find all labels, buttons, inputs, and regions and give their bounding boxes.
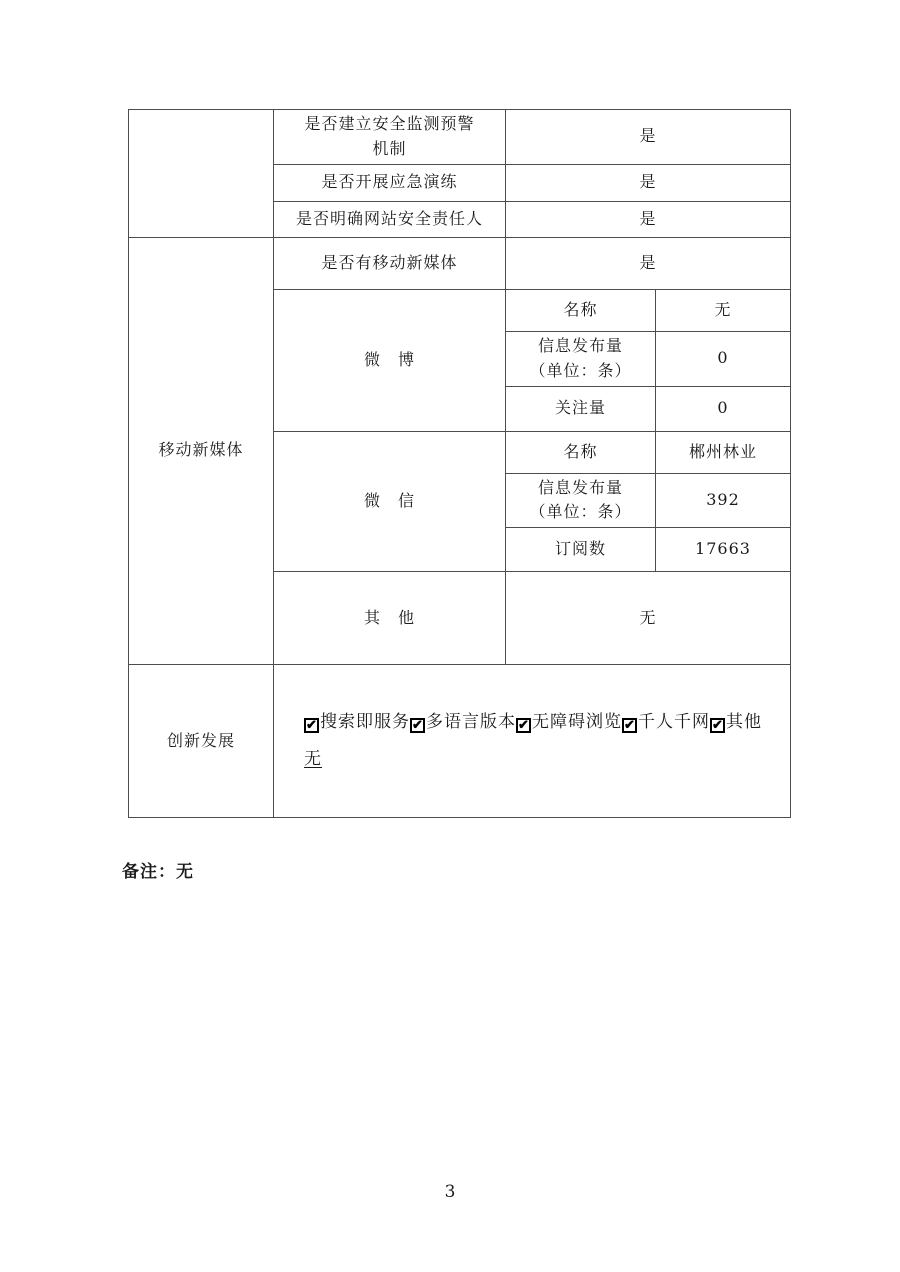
innovation-option-label: 搜索即服务 [320, 711, 410, 732]
innovation-option-label: 千人千网 [638, 711, 710, 732]
page-number: 3 [444, 1182, 456, 1202]
security-monitor-value: 是 [506, 110, 791, 165]
checkbox-checked-icon: ✔ [410, 718, 425, 733]
innovation-other-line [304, 741, 782, 778]
wechat-posts-value: 392 [656, 473, 791, 528]
has-mobile-media-label: 是否有移动新媒体 [274, 237, 506, 289]
section-cell-innovation: 创新发展 [129, 665, 274, 818]
checkbox-checked-icon: ✔ [304, 718, 319, 733]
weibo-followers-label: 关注量 [506, 386, 656, 431]
weibo-posts-value: 0 [656, 331, 791, 386]
table-row [129, 110, 791, 165]
weibo-label: 微 博 [274, 289, 506, 431]
section-cell-empty [129, 110, 274, 238]
other-media-value: 无 [506, 572, 791, 665]
innovation-option-label: 多语言版本 [426, 711, 516, 732]
other-media-label: 其 他 [274, 572, 506, 665]
wechat-name-value: 郴州林业 [656, 431, 791, 473]
security-monitor-label: 是否建立安全监测预警机制 [274, 110, 506, 165]
weibo-name-label: 名称 [506, 289, 656, 331]
note-value: 无 [176, 862, 194, 882]
innovation-options-line [304, 704, 782, 741]
weibo-posts-label: 信息发布量 （单位：条） [506, 331, 656, 386]
annual-report-table [128, 109, 791, 818]
checkbox-checked-icon: ✔ [622, 718, 637, 733]
innovation-option-label: 无障碍浏览 [532, 711, 622, 732]
wechat-subscribers-label: 订阅数 [506, 528, 656, 572]
checkbox-checked-icon: ✔ [710, 718, 725, 733]
weibo-name-value: 无 [656, 289, 791, 331]
wechat-label: 微 信 [274, 431, 506, 572]
note-label: 备注： [122, 862, 176, 882]
note-line [122, 857, 194, 882]
innovation-other-value: 无 [304, 749, 322, 770]
security-officer-label: 是否明确网站安全责任人 [274, 201, 506, 237]
emergency-drill-value: 是 [506, 164, 791, 201]
emergency-drill-label: 是否开展应急演练 [274, 164, 506, 201]
wechat-posts-label: 信息发布量 （单位：条） [506, 473, 656, 528]
table-row [129, 237, 791, 289]
innovation-options-cell [274, 665, 791, 818]
table-row [129, 665, 791, 818]
wechat-subscribers-value: 17663 [656, 528, 791, 572]
weibo-followers-value: 0 [656, 386, 791, 431]
security-officer-value: 是 [506, 201, 791, 237]
innovation-option-label: 其他 [726, 711, 762, 732]
checkbox-checked-icon: ✔ [516, 718, 531, 733]
has-mobile-media-value: 是 [506, 237, 791, 289]
section-cell-mobile-media: 移动新媒体 [129, 237, 274, 665]
wechat-name-label: 名称 [506, 431, 656, 473]
